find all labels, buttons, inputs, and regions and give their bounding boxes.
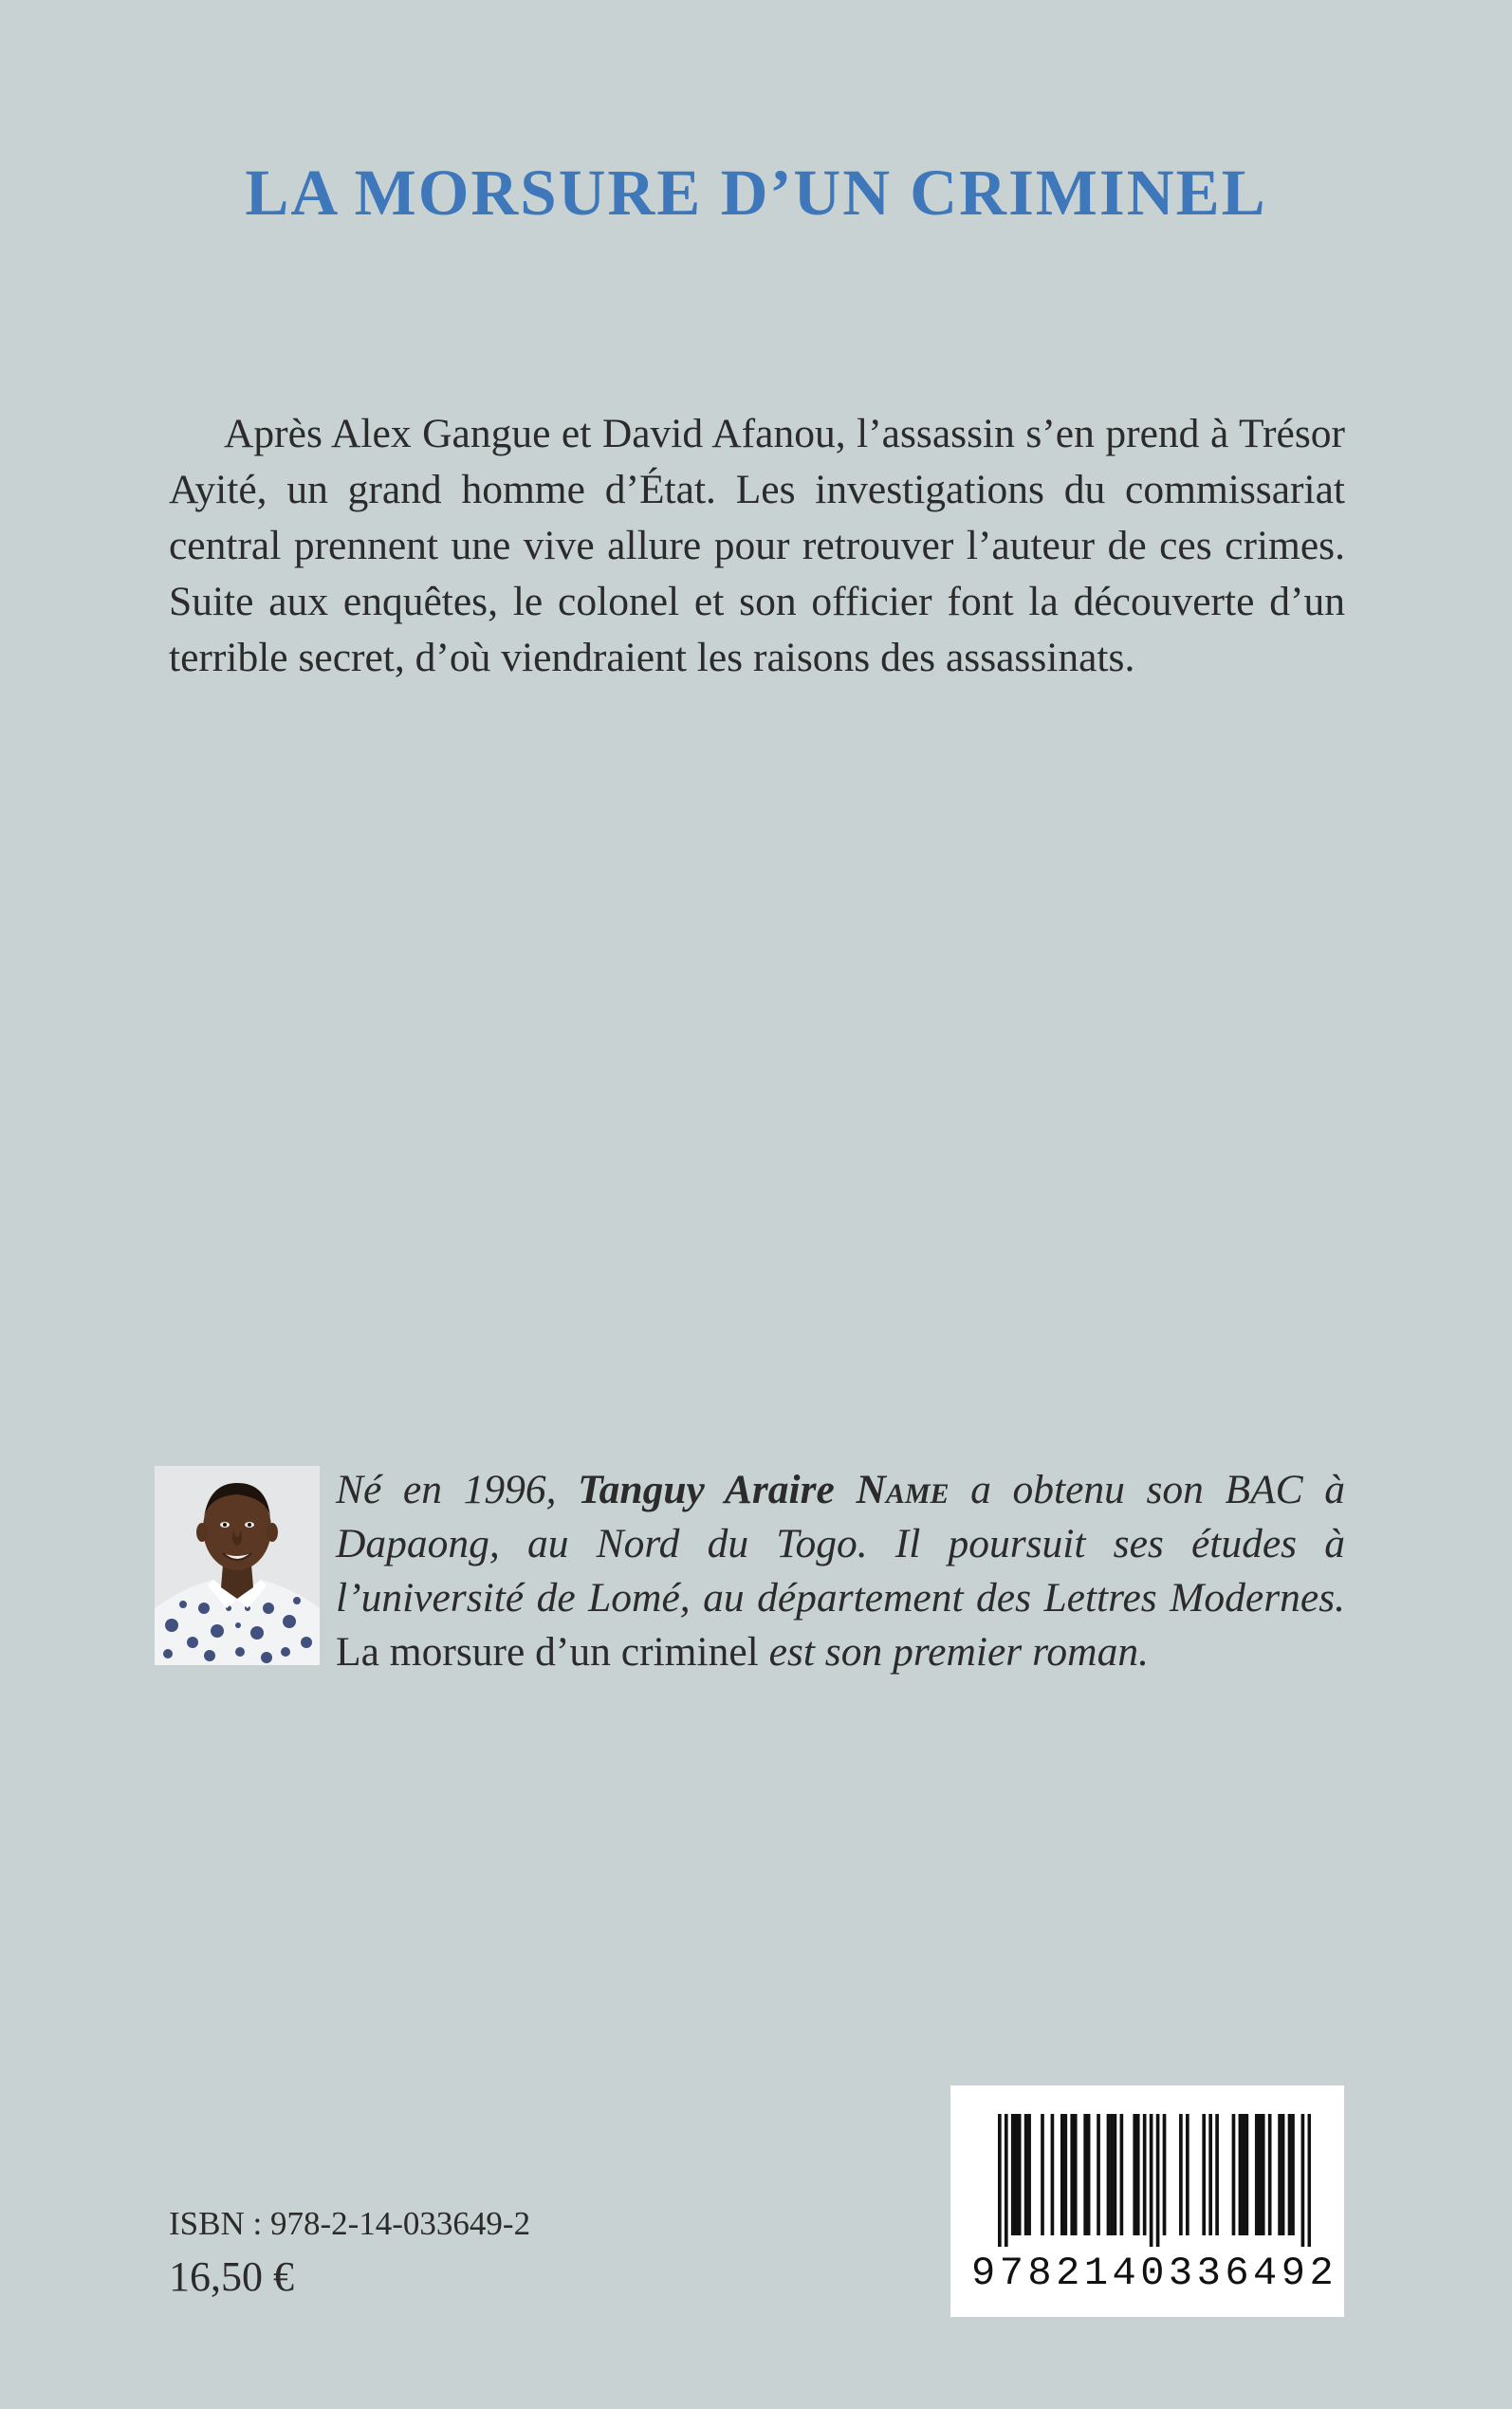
barcode-bar [1268, 2114, 1272, 2235]
barcode-bar [1136, 2114, 1140, 2235]
barcode-bar [1186, 2114, 1189, 2235]
barcode-bar [1087, 2114, 1091, 2235]
author-photo [155, 1466, 320, 1665]
barcode-bar [1063, 2114, 1067, 2235]
barcode-bar [1308, 2114, 1311, 2247]
barcode-bar [1258, 2114, 1262, 2235]
barcode-bar [1120, 2114, 1124, 2235]
barcode-bar [1011, 2114, 1015, 2235]
barcode-bar [1083, 2114, 1087, 2235]
barcode-bar [1156, 2114, 1160, 2247]
bio-body: a obtenu son BAC à Dapaong, au Nord du Togo. Il poursuit ses études à l’université de Lomé, au département des Lettres Modernes. [336, 1467, 1346, 1621]
barcode-bar [1060, 2114, 1064, 2235]
barcode-bar [1133, 2114, 1136, 2235]
book-title: LA MORSURE D’UN CRIMINEL [245, 157, 1267, 229]
barcode-bar [1051, 2114, 1055, 2235]
barcode-digits: 9782140336492 [971, 2251, 1338, 2296]
barcode-bar [1282, 2114, 1285, 2235]
price: 16,50 € [169, 2253, 294, 2300]
barcode-bar [1024, 2114, 1028, 2235]
barcode-bar [1232, 2114, 1236, 2235]
barcode-bars [998, 2114, 1311, 2247]
barcode-bar [1215, 2114, 1219, 2235]
barcode-bar [1262, 2114, 1265, 2235]
isbn: ISBN : 978-2-14-033649-2 [169, 2205, 531, 2242]
barcode-bar [1143, 2114, 1147, 2235]
barcode-bar [1110, 2114, 1114, 2235]
author-name-first: Tanguy Araire [578, 1467, 835, 1512]
barcode-bar [1163, 2114, 1167, 2235]
barcode-bar [1027, 2114, 1031, 2235]
barcode-bar [1291, 2114, 1295, 2235]
barcode-bar [1239, 2114, 1243, 2235]
barcode-bar [1255, 2114, 1259, 2235]
barcode [950, 2085, 1344, 2317]
book-title-inline: La morsure d’un criminel [336, 1629, 759, 1675]
barcode-bar [998, 2114, 1002, 2247]
barcode-bar [1288, 2114, 1292, 2235]
barcode-bar [1245, 2114, 1249, 2235]
barcode-bar [1242, 2114, 1245, 2235]
barcode-bar [1018, 2114, 1022, 2235]
author-name-last: Name [856, 1467, 950, 1512]
bio-intro: Né en 1996, [336, 1467, 557, 1512]
author-portrait-image [155, 1466, 320, 1665]
barcode-bar [1150, 2114, 1153, 2247]
barcode-bar [1097, 2114, 1100, 2235]
barcode-bar [1074, 2114, 1078, 2235]
barcode-bar [1278, 2114, 1282, 2235]
author-bio [336, 1463, 1345, 1679]
barcode-bar [1107, 2114, 1111, 2235]
bio-end: est son premier roman. [768, 1629, 1149, 1675]
barcode-bar [1114, 2114, 1117, 2235]
barcode-bar [1005, 2114, 1008, 2247]
barcode-bar [1301, 2114, 1305, 2247]
barcode-bar [1014, 2114, 1018, 2235]
barcode-bar [1202, 2114, 1206, 2235]
barcode-bar [1041, 2114, 1044, 2235]
barcode-bar [1070, 2114, 1074, 2235]
barcode-bar [1208, 2114, 1212, 2235]
back-cover-blurb: Après Alex Gangue et David Afanou, l’assassin s’en prend à Trésor Ayité, un grand homme d’État. Les investigations du commissariat central prennent une vive allure pour retrouver l’auteur de ces crimes. Suite aux enquêtes, le colonel et son officier font la découverte d’un terrible secret, d’où viendraient les raisons des assassinats. [169, 411, 1345, 680]
barcode-bar [1179, 2114, 1183, 2235]
